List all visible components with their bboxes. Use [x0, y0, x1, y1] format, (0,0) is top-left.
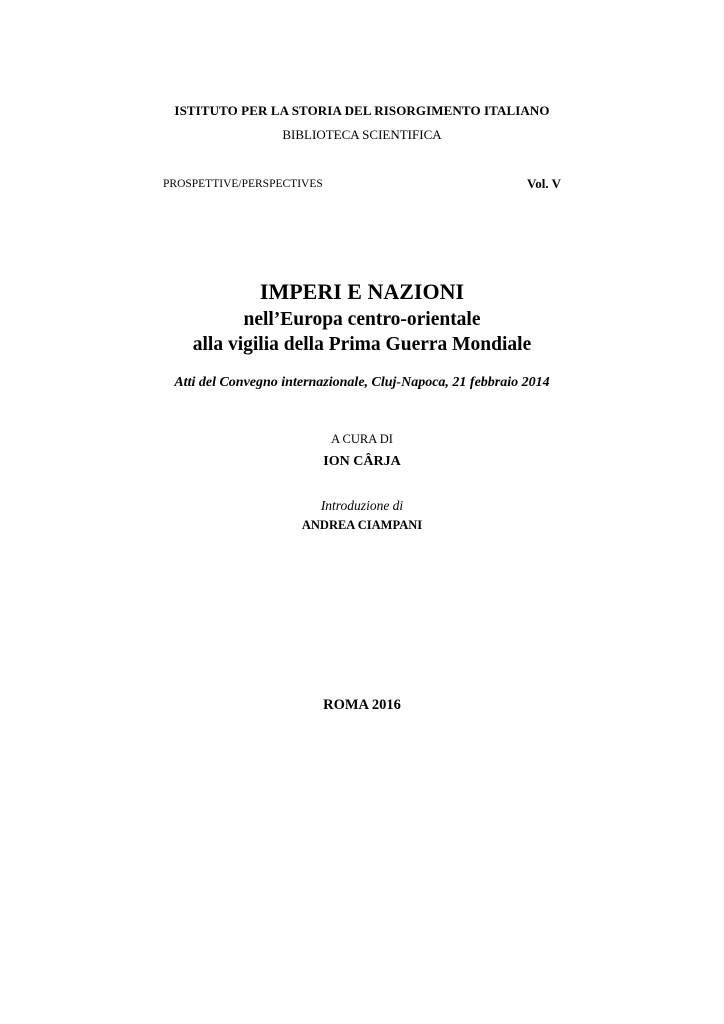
book-subtitle-line2: alla vigilia della Prima Guerra Mondiale	[192, 334, 532, 355]
introduction-label: Introduzione di	[320, 498, 404, 513]
introduction-author: ANDREA CIAMPANI	[301, 518, 423, 532]
series-row	[163, 176, 561, 196]
institute-name: ISTITUTO PER LA STORIA DEL RISORGIMENTO ITALIANO	[174, 103, 550, 118]
series-name: PROSPETTIVE/PERSPECTIVES	[163, 178, 323, 190]
imprint-place-year: ROMA 2016	[323, 697, 401, 713]
library-name: BIBLIOTECA SCIENTIFICA	[282, 127, 442, 142]
volume-number: Vol. V	[527, 176, 561, 191]
book-title: IMPERI E NAZIONI	[259, 279, 465, 304]
editor-name: ION CÂRJA	[323, 454, 401, 469]
curated-by-label: A CURA DI	[331, 432, 393, 446]
book-subtitle-line1: nell’Europa centro-orientale	[243, 309, 481, 330]
proceedings-note: Atti del Convegno internazionale, Cluj-Napoca, 21 febbraio 2014	[174, 375, 550, 390]
